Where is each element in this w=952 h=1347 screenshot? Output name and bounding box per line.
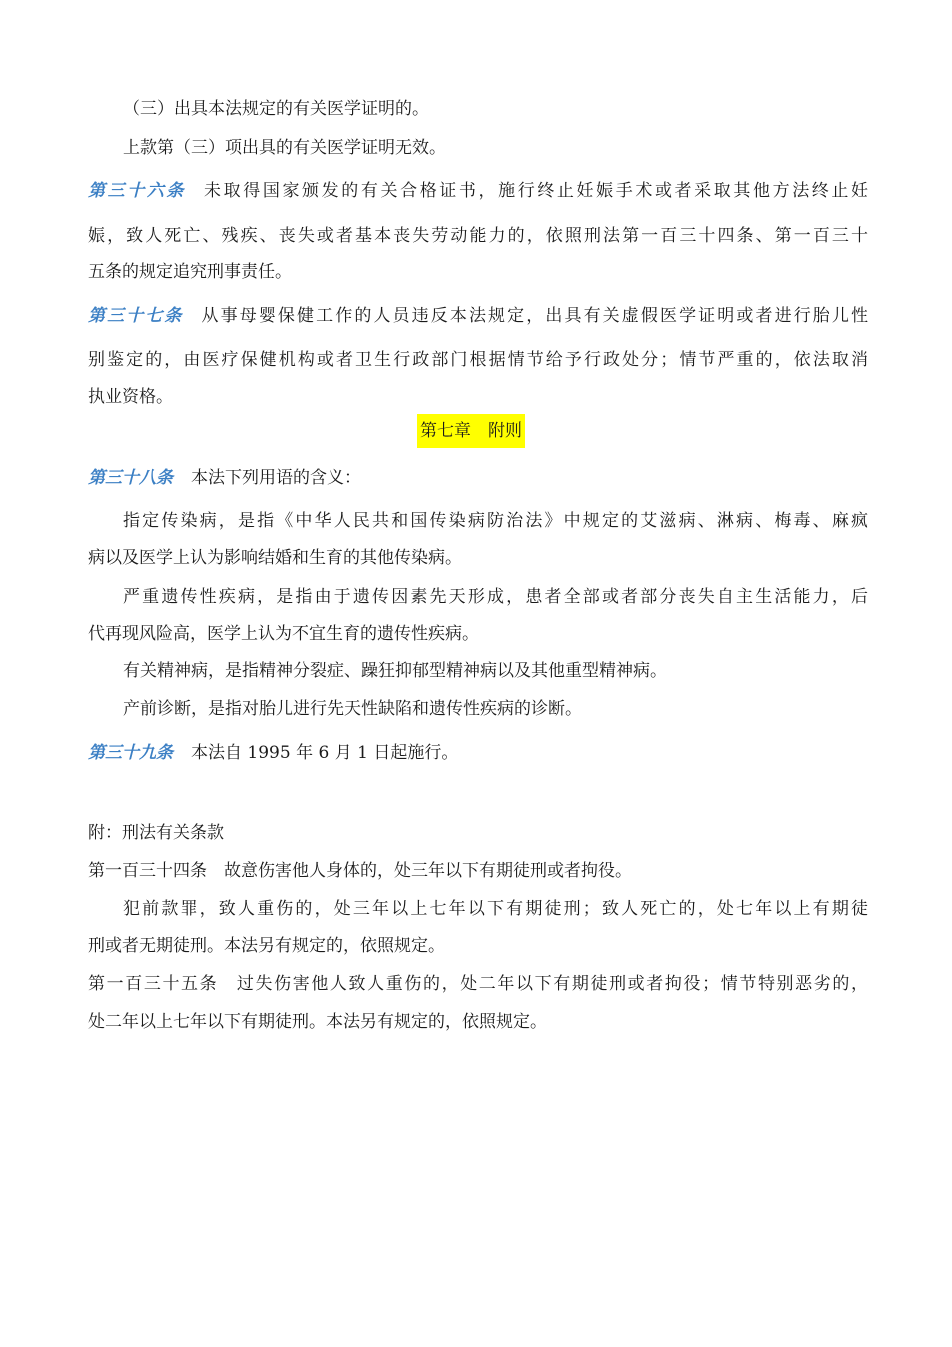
article-36-title: 第三十六条	[88, 181, 187, 201]
text-line: 代再现风险高，医学上认为不宜生育的遗传性疾病。	[88, 624, 479, 644]
appendix-heading: 附：刑法有关条款	[88, 823, 224, 843]
text-line: 第一百三十五条 过失伤害他人致人重伤的，处二年以下有期徒刑或者拘役；情节特别恶劣的，	[88, 974, 868, 994]
text-line: 病以及医学上认为影响结婚和生育的其他传染病。	[88, 548, 462, 568]
article-39-text: 本法自 1995 年 6 月 1 日起施行。	[191, 743, 459, 763]
article-38-title: 第三十八条	[88, 468, 173, 488]
text-line: 处二年以上七年以下有期徒刑。本法另有规定的，依照规定。	[88, 1012, 547, 1032]
text-line: 指定传染病，是指《中华人民共和国传染病防治法》中规定的艾滋病、淋病、梅毒、麻疯	[123, 511, 868, 531]
article-38-line	[88, 468, 868, 488]
article-37-text: 从事母婴保健工作的人员违反本法规定，出具有关虚假医学证明或者进行胎儿性	[201, 306, 868, 326]
text-line: 娠，致人死亡、残疾、丧失或者基本丧失劳动能力的，依照刑法第一百三十四条、第一百三十	[88, 226, 868, 246]
article-36-text: 未取得国家颁发的有关合格证书，施行终止妊娠手术或者采取其他方法终止妊	[204, 181, 868, 201]
text-line: 五条的规定追究刑事责任。	[88, 262, 292, 282]
article-38-text: 本法下列用语的含义：	[191, 468, 361, 488]
text-line: 别鉴定的，由医疗保健机构或者卫生行政部门根据情节给予行政处分；情节严重的，依法取消	[88, 350, 868, 370]
text-line: 刑或者无期徒刑。本法另有规定的，依照规定。	[88, 936, 445, 956]
text-line: 第一百三十四条 故意伤害他人身体的，处三年以下有期徒刑或者拘役。	[88, 861, 632, 881]
article-39-title: 第三十九条	[88, 743, 173, 763]
text-line: 上款第（三）项出具的有关医学证明无效。	[123, 138, 446, 158]
article-37-line	[88, 306, 868, 326]
article-37-title: 第三十七条	[88, 306, 184, 326]
text-line: 产前诊断，是指对胎儿进行先天性缺陷和遗传性疾病的诊断。	[123, 699, 582, 719]
text-line: 有关精神病，是指精神分裂症、躁狂抑郁型精神病以及其他重型精神病。	[123, 661, 667, 681]
text-line: 犯前款罪，致人重伤的，处三年以上七年以下有期徒刑；致人死亡的，处七年以上有期徒	[123, 899, 868, 919]
text-line: 严重遗传性疾病，是指由于遗传因素先天形成，患者全部或者部分丧失自主生活能力，后	[123, 587, 868, 607]
chapter-heading: 第七章 附则	[417, 414, 525, 448]
text-line: 执业资格。	[88, 387, 173, 407]
text-line: （三）出具本法规定的有关医学证明的。	[123, 99, 429, 119]
article-39-line	[88, 743, 868, 763]
article-36-line	[88, 181, 868, 201]
